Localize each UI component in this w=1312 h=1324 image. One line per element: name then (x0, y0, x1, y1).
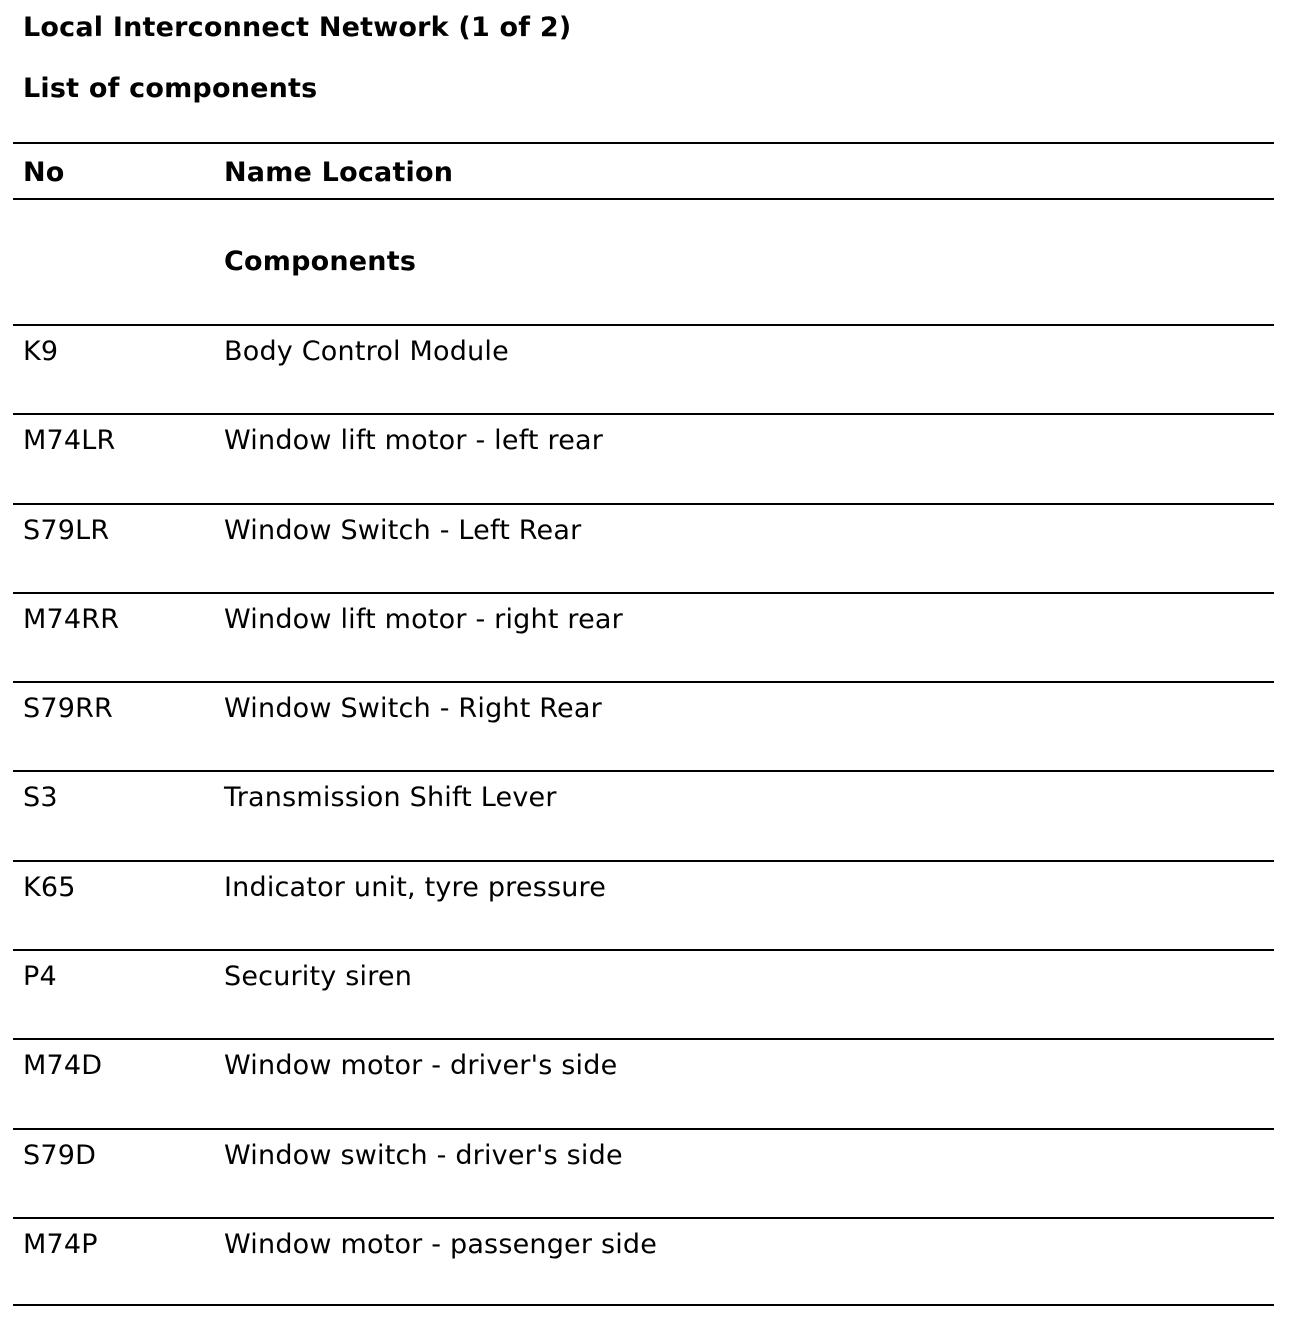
table-row (13, 324, 1274, 413)
table-row (13, 1217, 1274, 1306)
component-code: S79RR (23, 693, 114, 725)
table-row (13, 860, 1274, 949)
component-name: Window Switch - Right Rear (224, 693, 602, 725)
table-row (13, 1128, 1274, 1217)
component-code: S79LR (23, 514, 110, 546)
table-row (13, 503, 1274, 592)
component-code: P4 (23, 961, 57, 993)
page-title: Local Interconnect Network (1 of 2) (23, 12, 572, 43)
component-code: M74LR (23, 425, 116, 457)
component-code: K65 (23, 871, 76, 903)
component-name: Window Switch - Left Rear (224, 514, 582, 546)
list-heading: List of components (23, 73, 318, 104)
column-header-name-location: Name Location (224, 157, 454, 188)
column-header-no: No (23, 157, 65, 188)
table-row (13, 681, 1274, 770)
component-code: M74P (23, 1228, 98, 1260)
component-name: Transmission Shift Lever (224, 782, 557, 814)
table-row (13, 592, 1274, 681)
components-table (13, 142, 1274, 1306)
component-name: Window motor - passenger side (224, 1228, 658, 1260)
section-row (13, 198, 1274, 324)
component-code: K9 (23, 336, 59, 367)
component-name: Body Control Module (224, 336, 509, 367)
table-row (13, 770, 1274, 859)
component-code: S3 (23, 782, 58, 814)
component-name: Window lift motor - right rear (224, 603, 623, 635)
component-name: Window switch - driver's side (224, 1139, 623, 1171)
component-code: M74D (23, 1050, 103, 1082)
table-row (13, 1038, 1274, 1127)
component-name: Security siren (224, 961, 413, 993)
component-name: Window motor - driver's side (224, 1050, 618, 1082)
component-code: S79D (23, 1139, 97, 1171)
table-row (13, 413, 1274, 502)
component-code: M74RR (23, 603, 120, 635)
component-name: Window lift motor - left rear (224, 425, 604, 457)
table-header-row (13, 142, 1274, 198)
table-row (13, 949, 1274, 1038)
section-label: Components (224, 246, 417, 277)
component-name: Indicator unit, tyre pressure (224, 871, 607, 903)
